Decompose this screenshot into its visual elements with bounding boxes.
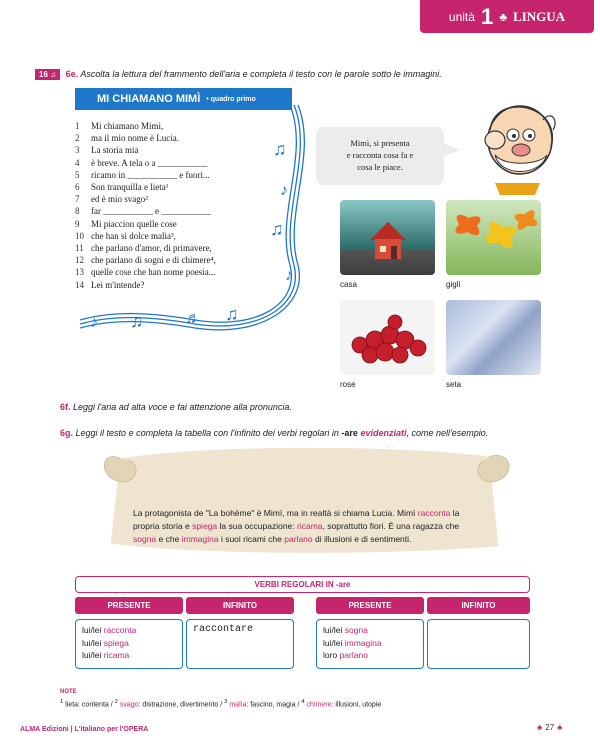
poem-line: 5 ricamo in ___________ e fuori...	[75, 169, 210, 180]
poem-text	[75, 120, 216, 291]
poem-line: 14 Lei m'intende?	[75, 279, 145, 290]
poem-subtitle: • quadro primo	[206, 95, 256, 103]
music-note-icon: ♫	[273, 139, 287, 159]
bubble-line: Mimì, si presenta	[350, 138, 410, 148]
scroll-paragraph: La protagonista de "La bohème" è Mimì, ma in realtà si chiama Lucia. Mimì racconta la propria storia e spiega la sua occupazione: ricama, soprattutto fiori. È una ragazza che sogna e che immagina i suoi ricami che parlano di illusioni e di sentimenti.	[133, 508, 460, 544]
roses-image	[340, 300, 435, 375]
verb-highlight: ricama	[297, 521, 323, 531]
column-header: PRESENTE	[75, 597, 183, 614]
table-title: VERBI REGOLARI IN -are	[75, 576, 530, 593]
highlight-word: evidenziati	[360, 428, 407, 438]
publisher-footer: ALMA Edizioni | L'italiano per l'OPERA	[20, 726, 149, 733]
poem-title: MI CHIAMANO MIMÌ	[97, 93, 201, 105]
column-header: INFINITO	[186, 597, 294, 614]
music-note-icon: ♪	[90, 314, 98, 331]
composer-cartoon-icon	[455, 95, 565, 195]
unit-word: unità	[448, 9, 475, 24]
infinito-cell-left[interactable]	[186, 619, 294, 669]
music-note-icon: ♫	[270, 219, 284, 239]
poem-line: 1 Mi chiamano Mimì,	[75, 121, 164, 131]
verb-highlight: sogna	[133, 534, 157, 544]
poem-line: 13 quelle cose che han nome poesia...	[75, 267, 216, 278]
exercise-text: , come nell'esempio.	[406, 428, 489, 438]
house-image	[340, 200, 435, 275]
section-label: LINGUA	[513, 8, 566, 24]
exercise-number: 6e.	[65, 69, 79, 79]
exercise-6e-instruction	[35, 69, 442, 80]
poem-line: 10 che han sì dolce malìa³,	[75, 230, 176, 241]
poem-line: 6 Son tranquilla e lieta¹	[75, 182, 169, 193]
fleur-icon: ♣	[499, 9, 508, 24]
music-note-icon: ♬	[185, 310, 201, 327]
page-number-footer	[537, 723, 562, 732]
caption-rose: rose	[340, 380, 356, 389]
music-note-icon: ♪	[285, 267, 293, 284]
caption-casa: casa	[340, 280, 357, 289]
fleur-icon: ♣	[537, 723, 543, 732]
exercise-6g-instruction	[60, 428, 488, 438]
bubble-line: e racconta cosa fa e	[346, 150, 414, 160]
presente-cell-right: lui/lei sogna lui/lei immagina loro parlano	[316, 619, 424, 669]
caption-gigli: gigli	[446, 280, 461, 289]
exercise-number: 6g.	[60, 428, 74, 438]
notes-title: NOTE	[60, 689, 77, 695]
speech-bubble	[316, 127, 444, 185]
exercise-number: 6f.	[60, 402, 71, 412]
caption-seta: seta	[446, 380, 462, 389]
track-number: 16	[39, 70, 48, 79]
presente-cell-left: lui/lei racconta lui/lei spiega lui/lei ricama	[75, 619, 183, 669]
audio-track-badge[interactable]: 16 ♫	[35, 69, 60, 80]
lilies-image	[446, 200, 541, 275]
infinito-answer: raccontare	[193, 624, 254, 635]
verb-highlight: spiega	[192, 521, 218, 531]
verb-highlight: racconta	[417, 508, 451, 518]
poem-line: 7 ed è mio svago²	[75, 194, 148, 205]
infinito-cell-right[interactable]	[427, 619, 530, 669]
unit-number: 1	[480, 3, 494, 29]
exercise-text: Ascolta la lettura del frammento dell'aria e completa il testo con le parole sotto le immagini.	[80, 69, 442, 79]
music-note-icon: ♪	[280, 182, 288, 199]
verb-ending: -are	[341, 428, 358, 438]
page-number: 27	[545, 723, 555, 732]
exercise-text: Leggi il testo e completa la tabella con l'infinito dei verbi regolari in	[75, 428, 339, 438]
poem-line: 4 è breve. A tela o a ___________	[75, 157, 208, 168]
verb-highlight: parlano	[284, 534, 313, 544]
poem-line: 12 che parlano di sogni e di chimere⁴,	[75, 255, 216, 266]
verb-highlight: immagina	[181, 534, 219, 544]
poem-line: 9 Mi piaccion quelle cose	[75, 218, 177, 229]
poem-line: 3 La storia mia	[75, 145, 139, 156]
column-header: INFINITO	[427, 597, 530, 614]
poem-line: 2 ma il mio nome è Lucia.	[75, 133, 179, 144]
poem-line: 11 che parlano d'amor, di primavere,	[75, 243, 212, 254]
music-note-icon: ♫	[225, 304, 239, 324]
bubble-line: cosa le piace.	[357, 162, 403, 172]
column-header: PRESENTE	[316, 597, 424, 614]
silk-image	[446, 300, 541, 375]
poem-line: 8 far ___________ e ___________	[75, 206, 211, 217]
exercise-text: Leggi l'aria ad alta voce e fai attenzione alla pronuncia.	[73, 402, 292, 412]
unit-badge	[420, 0, 594, 33]
notes-list: $^1$ lieta: contenta / $^2$ svago: distrazione, divertimento / $^3$ malìa: fascino, magia / $^4$ chimere: illusioni, utopie	[60, 699, 382, 709]
music-note-icon: ♫	[130, 311, 144, 331]
exercise-6f-instruction	[60, 402, 292, 412]
fleur-icon: ♣	[557, 723, 563, 732]
